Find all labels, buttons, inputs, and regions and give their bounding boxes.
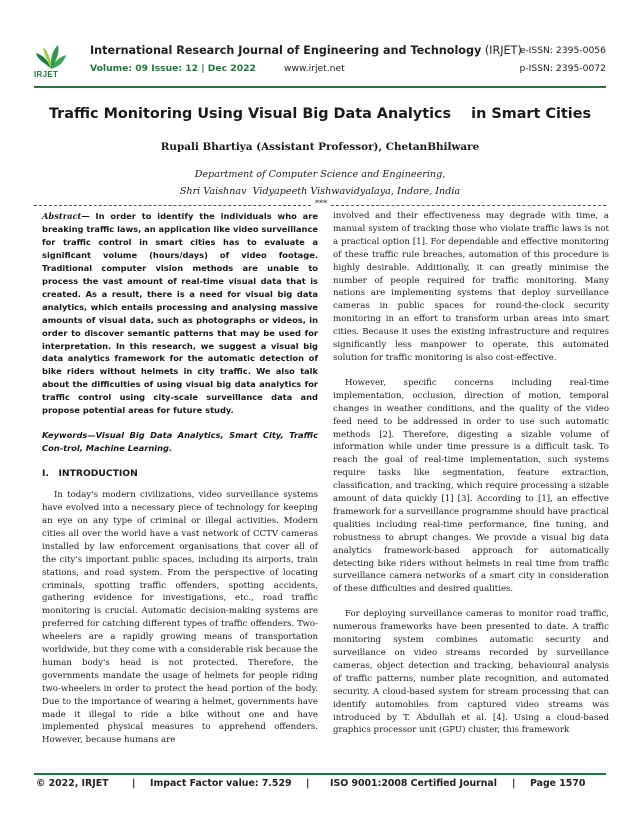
keywords: Keywords—Visual Big Data Analytics, Smart City, Traffic Con-trol, Machine Learning. [42, 430, 318, 454]
footer-page-number: Page 1570 [530, 778, 586, 789]
separator-stars: *** [315, 199, 327, 208]
leaf-logo-icon [34, 43, 68, 71]
footer-divider [34, 773, 606, 775]
separator-dashes-right [331, 205, 606, 206]
abstract [42, 210, 318, 417]
section-separator [34, 201, 606, 209]
footer-impact-factor: Impact Factor value: 7.529 [150, 778, 292, 789]
affiliation-department: Department of Computer Science and Engineering, [194, 169, 446, 180]
footer-separator: | [306, 778, 310, 789]
abstract-label: Abstract— [42, 211, 90, 221]
left-column [42, 210, 318, 747]
paper-title: Traffic Monitoring Using Visual Big Data Analytics in Smart Cities [48, 106, 592, 122]
p-issn: p-ISSN: 2395-0072 [519, 63, 606, 74]
journal-name-text: International Research Journal of Engineering and Technology [90, 44, 482, 57]
volume-issue: Volume: 09 Issue: 12 | Dec 2022 [90, 63, 256, 74]
journal-abbr: (IRJET) [481, 44, 522, 57]
e-issn: e-ISSN: 2395-0056 [519, 45, 606, 56]
footer-separator: | [132, 778, 136, 789]
journal-name [90, 44, 522, 57]
header-divider [34, 86, 606, 88]
intro-paragraph: In today's modern civilizations, video surveillance systems have evolved into a necessary piece of technology for keeping an eye on any type of criminal or illegal activities. Modern cities all over the world have a vast network of CCTV cameras installed by law enforcement organisations that cover all of the city's important public spaces, including its airports, train stations, and road system. From the perspective of locating criminals, spotting traffic offenders, spotting accidents, gathering evidence for investigations, etc., road traffic monitoring is crucial. Automatic decision-making systems are preferred for catching different types of traffic offenders. Two-wheelers are a rapidly growing means of transportation worldwide, but they come with a considerable risk because the human body's head is not protected. Therefore, the governments mandate the usage of helmets for people riding two-wheelers in order to protect the head portion of the body. Due to the importance of wearing a helmet, governments have made it illegal to ride a bike without one and have implemented physical measures to apprehend offenders. However, because humans are [42, 490, 318, 746]
journal-footer [34, 778, 606, 794]
body-paragraph: involved and their effectiveness may degrade with time, a manual system of tracking those who violate traffic laws is not a practical option [1]. For dependable and effective monitoring of these traffic rule breaches, automation of this procedure is highly desirable. Additionally, it can greatly minimise the number of people required for traffic monitoring. Many nations are implementing systems that deploy surveillance cameras in public spaces for round-the-clock security monitoring in an effort to transform urban areas into smart cities. Because it uses the existing infrastructure and requires significantly less manpower to operate, this automated solution for traffic monitoring is also cost-effective. [333, 211, 609, 363]
footer-separator: | [512, 778, 516, 789]
irjet-logo [34, 43, 68, 81]
journal-header [34, 43, 606, 83]
body-paragraph: However, specific concerns including real-time implementation, occlusion, direction of motion, temporal changes in weather conditions, and the quality of the video feed need to be addressed in order to use such automatic methods [2]. Therefore, digesting a sizable volume of information while under time pressure is a difficult task. To reach the goal of real-time implementation, such systems require tasks like segmentation, feature extraction, classification, and tracking, which require processing a sizable amount of data quickly [1] [3]. According to [1], an effective framework for a surveillance programme should have practical qualities including real-time performance, fine tuning, and robustness to abrupt changes. We provide a visual big data analytics framework-based approach for automatically detecting bike riders without helmets in real time from traffic surveillance camera networks of a smart city in consideration of these difficulties and desired qualities. [333, 377, 609, 595]
paper-authors: Rupali Bhartiya (Assistant Professor), ChetanBhilware [160, 141, 480, 153]
footer-copyright: © 2022, IRJET [36, 778, 109, 789]
body-paragraph: For deploying surveillance cameras to monitor road traffic, numerous frameworks have been presented to date. A traffic monitoring system combines automatic security and surveillance on video streams recorded by surveillance cameras, object detection and tracking, behavioural analysis of traffic patterns, number plate recognition, and automated security. A cloud-based system for stream processing that can identify automobiles from captured video streams was introduced by T. Abdullah et al. [4]. Using a cloud-based graphics processor unit (GPU) cluster, this framework [333, 609, 609, 736]
journal-website: www.irjet.net [284, 63, 345, 74]
footer-iso: ISO 9001:2008 Certified Journal [330, 778, 497, 789]
section-heading-introduction: I. INTRODUCTION [42, 468, 138, 480]
affiliation-university: Shri Vaishnav Vidyapeeth Vishwavidyalaya, Indore, India [179, 186, 461, 197]
logo-text: IRJET [34, 70, 59, 79]
separator-dashes-left [34, 205, 311, 206]
abstract-text: In order to identify the individuals who are breaking traffic laws, an application like video surveillance for traffic control in smart cities has to evaluate a significant volume (hours/days) of video footage. Traditional computer vision methods are unable to process the vast amount of real-time visual data that is created. As a result, there is a need for visual big data analytics, which entails processing and analysing massive amounts of visual data, such as photographs or videos, in order to discover semantic patterns that may be used for interpretation. In this research, we suggest a visual big data analytics framework for the automatic detection of bike riders without helmets in city traffic. We also talk about the difficulties of using visual big data analytics for traffic control using city-scale surveillance data and propose potential areas for future study. [42, 211, 318, 416]
right-column [333, 210, 609, 737]
